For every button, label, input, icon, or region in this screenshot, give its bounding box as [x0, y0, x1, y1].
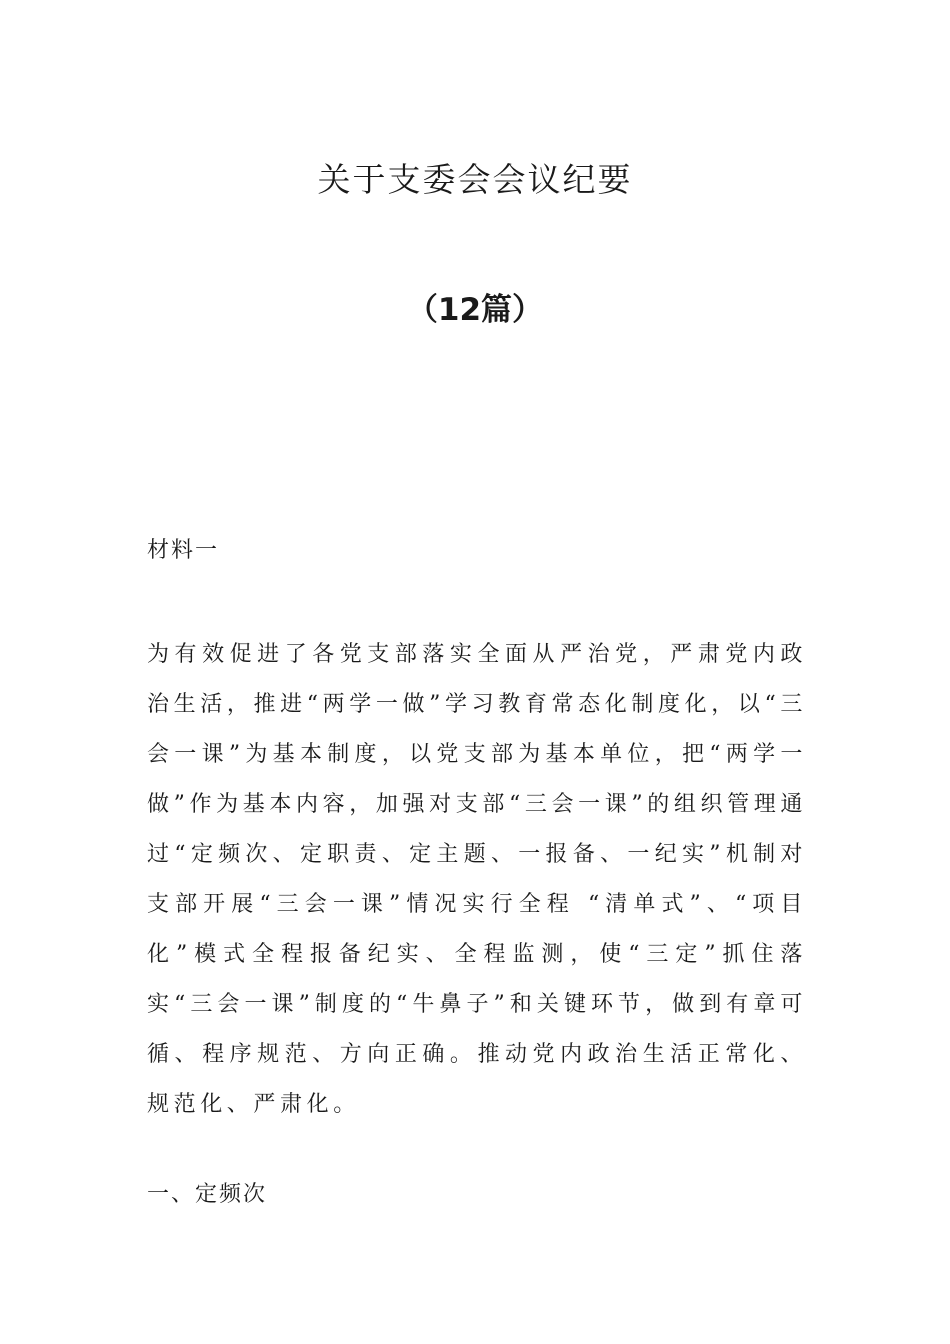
material-label: 材料一 — [147, 538, 220, 563]
body-paragraph: 为有效促进了各党支部落实全面从严治党，严肃党内政治生活，推进“两学一做”学习教育常态化制度化，以“三会一课”为基本制度，以党支部为基本单位，把“两学一做”作为基本内容，加强对支部“三会一课”的组织管理通过“定频次、定职责、定主题、一报备、一纪实”机制对支部开展“三会一课”情况实行全程 “清单式”、“项目化”模式全程报备纪实、全程监测，使“三定”抓住落实“三会一课”制度的“牛鼻子”和关键环节，做到有章可循、程序规范、方向正确。推动党内政治生活正常化、规范化、严肃化。 — [147, 642, 807, 1117]
section-heading: 一、定频次 — [147, 1182, 268, 1207]
document-subtitle: （12篇） — [406, 292, 544, 328]
document-title: 关于支委会会议纪要 — [317, 160, 633, 199]
